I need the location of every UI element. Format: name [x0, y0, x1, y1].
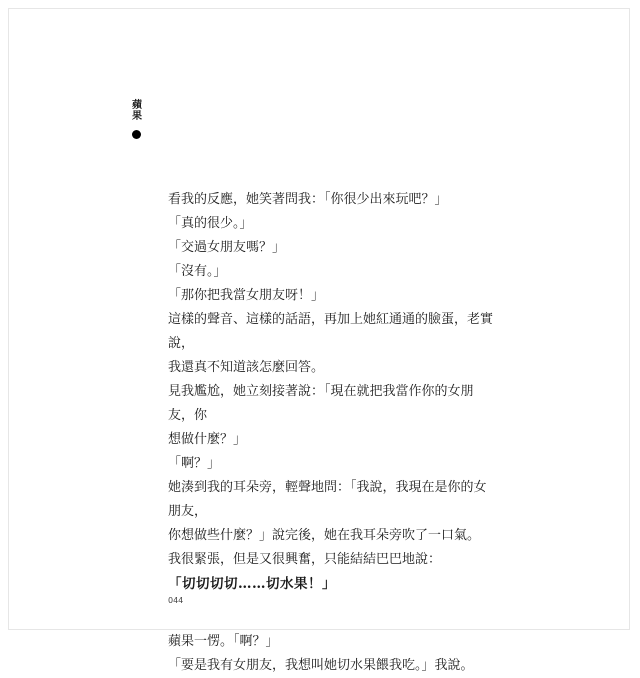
paragraph-line: 「交過女朋友嗎？」 [168, 240, 286, 255]
paragraph-line: 看我的反應，她笑著問我：「你很少出來玩吧？」 [168, 192, 448, 207]
chapter-dot-icon [132, 130, 141, 139]
page-number: 044 [168, 596, 184, 605]
paragraph-line: 蘋果一愣。「啊？」 [168, 634, 279, 649]
paragraph-line: 見我尷尬，她立刻接著說：「現在就把我當作你的女朋友，你 [168, 384, 474, 423]
paragraph-line: 我還真不知道該怎麼回答。 [168, 360, 325, 375]
body-text [168, 188, 498, 678]
chapter-title [130, 100, 144, 122]
paragraph-line: 「沒有。」 [168, 264, 227, 279]
paragraph-line: 想做什麼？」 [168, 432, 247, 447]
emphasized-line: 「切切切切……切水果！」 [168, 576, 336, 592]
paragraph-line: 「真的很少。」 [168, 216, 253, 231]
paragraph-line: 這樣的聲音、這樣的話語，再加上她紅通通的臉蛋，老實說， [168, 312, 494, 351]
paragraph-line: 「那你把我當女朋友呀！」 [168, 288, 325, 303]
paragraph-line: 「啊？」 [168, 456, 221, 471]
chapter-title-char-1: 蘋 [132, 100, 142, 111]
paragraph-line: 「要是我有女朋友，我想叫她切水果餵我吃。」我說。 [168, 658, 474, 673]
paragraph-line: 你想做些什麼？」說完後，她在我耳朵旁吹了一口氣。 [168, 528, 481, 543]
paragraph-line: 我很緊張，但是又很興奮，只能結結巴巴地說： [168, 552, 442, 567]
chapter-title-char-2: 果 [132, 111, 142, 122]
paragraph-line: 她湊到我的耳朵旁，輕聲地問：「我說，我現在是你的女朋友， [168, 480, 487, 519]
